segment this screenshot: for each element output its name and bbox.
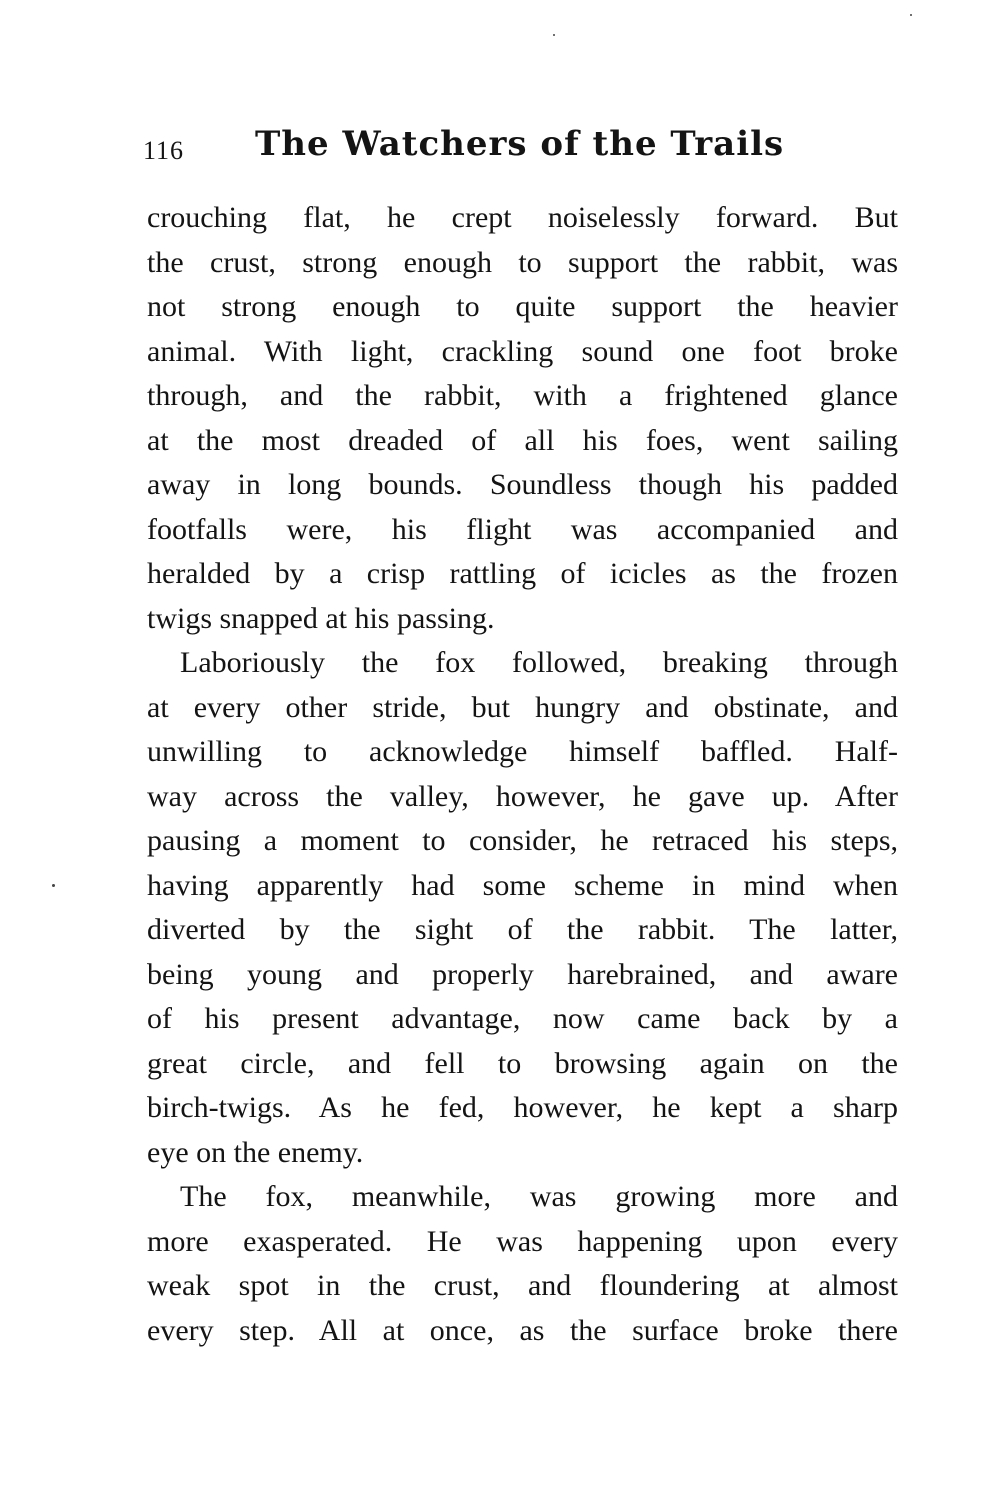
text-line: crouching flat, he crept noiselessly forward. But xyxy=(147,201,898,234)
text-line: The fox, meanwhile, was growing more and xyxy=(180,1180,898,1213)
text-line: pausing a moment to consider, he retraced his steps, xyxy=(147,824,898,857)
text-line: being young and properly harebrained, and aware xyxy=(147,957,898,991)
text-line: footfalls were, his flight was accompanied and xyxy=(147,512,898,546)
text-line: twigs snapped at his passing. xyxy=(147,601,495,635)
paragraph-3 xyxy=(147,1175,898,1353)
book-title: The Watchers of the Trails xyxy=(255,124,785,164)
text-line: every step. All at once, as the surface broke there xyxy=(147,1313,898,1347)
text-line: through, and the rabbit, with a frightened glance xyxy=(147,379,898,412)
text-line: away in long bounds. Soundless though his padded xyxy=(147,468,898,501)
page-number: 116 xyxy=(143,136,185,165)
print-speck xyxy=(910,14,912,16)
text-line: animal. With light, crackling sound one foot broke xyxy=(147,334,898,368)
text-line: great circle, and fell to browsing again on the xyxy=(147,1046,898,1080)
text-line: having apparently had some scheme in mind when xyxy=(147,868,898,902)
text-line: unwilling to acknowledge himself baffled. Half- xyxy=(147,735,898,768)
text-line: at every other stride, but hungry and obstinate, and xyxy=(147,690,898,724)
text-line: diverted by the sight of the rabbit. The latter, xyxy=(147,913,898,946)
print-speck xyxy=(553,34,555,36)
text-line: of his present advantage, now came back by a xyxy=(147,1002,898,1035)
paragraph-2 xyxy=(147,641,898,1175)
text-line: Laboriously the fox followed, breaking through xyxy=(180,646,898,679)
text-line: birch-twigs. As he fed, however, he kept a sharp xyxy=(147,1091,898,1124)
print-speck xyxy=(52,884,55,887)
paragraph-1 xyxy=(147,196,898,641)
text-line: heralded by a crisp rattling of icicles as the frozen xyxy=(147,557,898,590)
text-line: not strong enough to quite support the heavier xyxy=(147,290,898,323)
text-line: more exasperated. He was happening upon every xyxy=(147,1224,898,1258)
text-line: eye on the enemy. xyxy=(147,1135,364,1169)
text-line: at the most dreaded of all his foes, went sailing xyxy=(147,423,898,457)
running-head xyxy=(143,124,903,174)
text-line: the crust, strong enough to support the rabbit, was xyxy=(147,245,898,279)
text-line: way across the valley, however, he gave up. After xyxy=(147,779,898,813)
text-line: weak spot in the crust, and floundering at almost xyxy=(147,1269,898,1302)
body-text xyxy=(147,196,898,1353)
